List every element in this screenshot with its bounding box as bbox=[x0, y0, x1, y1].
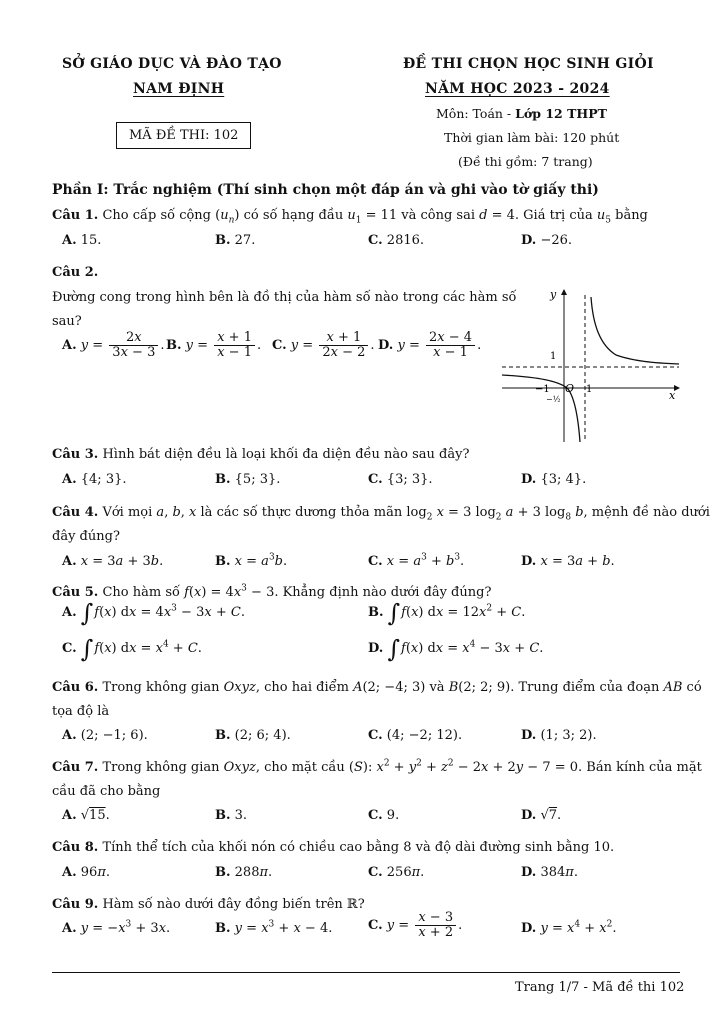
question-3-text: Hình bát diện đều là loại khối đa diện đều nào sau đây? bbox=[102, 447, 470, 462]
q7-option-b[interactable]: B. 3. bbox=[215, 808, 248, 823]
question-2-text-2: sau? bbox=[52, 314, 82, 329]
q1-option-a[interactable]: A. 15. bbox=[62, 233, 102, 248]
q2-option-a[interactable]: A. y = $\frac{2x}{3x - 3}$ . bbox=[62, 330, 165, 360]
question-8-text: Tính thể tích của khối nón có chiều cao bằng 8 và độ dài đường sinh bằng 10. bbox=[102, 840, 615, 855]
footer-rule bbox=[52, 972, 680, 973]
q1-option-c[interactable]: C. 2816. bbox=[368, 233, 425, 248]
question-6-text-2: tọa độ là bbox=[52, 704, 110, 719]
q9-option-b[interactable]: B. $y = x^3 + x - 4$. bbox=[215, 919, 333, 936]
question-7-label: Câu 7. bbox=[52, 760, 99, 775]
tick-label-y1: 1 bbox=[550, 351, 557, 362]
question-3-label: Câu 3. bbox=[52, 447, 99, 462]
question-4: Câu 4. Với mọi a, b, x là các số thực dương thỏa mãn $\log_2 x = 3$ $\log_2 a + 3$ $\log_8 b$, mệnh đề nào dưới bbox=[52, 505, 710, 523]
q8-option-b[interactable]: B. 288π. bbox=[215, 865, 273, 880]
q6-option-c[interactable]: C. (4; −2; 12). bbox=[368, 728, 463, 743]
question-6: Câu 6. Trong không gian Oxyz, cho hai điểm A(2; −4; 3) và B(2; 2; 9). Trung điểm của đoạn AB có bbox=[52, 680, 702, 695]
function-graph bbox=[498, 285, 683, 445]
subject-line bbox=[436, 106, 607, 121]
q6-option-d[interactable]: D. (1; 3; 2). bbox=[521, 728, 597, 743]
question-6-label: Câu 6. bbox=[52, 680, 99, 695]
q4-option-d[interactable]: D. x = 3a + b. bbox=[521, 554, 615, 569]
q4-option-a[interactable]: A. x = 3a + 3b. bbox=[62, 554, 164, 569]
subject-prefix: Môn: Toán - bbox=[436, 106, 516, 121]
q9-option-d[interactable]: D. $y = x^4 + x^2$. bbox=[521, 919, 617, 936]
q6-option-a[interactable]: A. (2; −1; 6). bbox=[62, 728, 148, 743]
question-3 bbox=[52, 447, 469, 462]
q9-option-c[interactable]: C. y = $\frac{x - 3}{x + 2}$ . bbox=[368, 910, 463, 940]
question-7-text-2: cầu đã cho bằng bbox=[52, 784, 161, 799]
question-5: Câu 5. Cho hàm số $f(x) = 4x^3 - 3$. Khẳng định nào dưới đây đúng? bbox=[52, 583, 492, 600]
q8-option-d[interactable]: D. 384π. bbox=[521, 865, 578, 880]
tick-label-x1: 1 bbox=[586, 384, 593, 395]
tick-label-yminushalf: −½ bbox=[546, 395, 561, 404]
q5-option-d[interactable]: D. ∫f(x) dx = $x^4 - 3x + C$. bbox=[368, 634, 544, 663]
q8-option-a[interactable]: A. 96π. bbox=[62, 865, 110, 880]
question-4-text-2: đây đúng? bbox=[52, 529, 120, 544]
origin-label: O bbox=[565, 382, 575, 395]
q9-option-a[interactable]: A. $y = -x^3 + 3x$. bbox=[62, 919, 171, 936]
q2-option-d[interactable]: D. y = $\frac{2x - 4}{x - 1}$ . bbox=[378, 330, 482, 360]
question-1: Câu 1. Cho cấp số cộng $(u_n)$ có số hạng đầu $u_1 = 11$ và công sai d = 4. Giá trị của $u_5$ bằng bbox=[52, 208, 648, 226]
page-count: (Đề thi gồm: 7 trang) bbox=[458, 154, 593, 169]
school-year: NĂM HỌC 2023 - 2024 bbox=[425, 81, 610, 97]
q3-option-d[interactable]: D. {3; 4}. bbox=[521, 472, 587, 487]
q1-option-b[interactable]: B. 27. bbox=[215, 233, 256, 248]
question-4-label: Câu 4. bbox=[52, 505, 99, 520]
exam-title: ĐỀ THI CHỌN HỌC SINH GIỎI bbox=[403, 56, 654, 72]
question-9 bbox=[52, 897, 365, 912]
q6-option-b[interactable]: B. (2; 6; 4). bbox=[215, 728, 291, 743]
q7-option-d[interactable]: D. √7. bbox=[521, 808, 562, 823]
question-2-label: Câu 2. bbox=[52, 265, 99, 280]
exam-code-box: MÃ ĐỀ THI: 102 bbox=[116, 122, 251, 149]
province-name: NAM ĐỊNH bbox=[133, 81, 225, 97]
question-8-label: Câu 8. bbox=[52, 840, 99, 855]
q3-option-a[interactable]: A. {4; 3}. bbox=[62, 472, 127, 487]
subject-grade: Lớp 12 THPT bbox=[515, 106, 607, 121]
time-limit: Thời gian làm bài: 120 phút bbox=[444, 130, 620, 145]
q5-option-b[interactable]: B. ∫f(x) dx = $12x^2 + C$. bbox=[368, 598, 526, 627]
q7-option-a[interactable]: A. √15. bbox=[62, 808, 110, 823]
q5-option-c[interactable]: C. ∫f(x) dx = $x^4 + C$. bbox=[62, 634, 202, 663]
q5-option-a[interactable]: A. ∫f(x) dx = $4x^3 - 3x + C$. bbox=[62, 598, 245, 627]
part-title: Phần I: Trắc nghiệm (Thí sinh chọn một đáp án và ghi vào tờ giấy thi) bbox=[52, 182, 599, 198]
q3-option-b[interactable]: B. {5; 3}. bbox=[215, 472, 281, 487]
q4-option-c[interactable]: C. $x = a^3 + b^3$. bbox=[368, 552, 465, 569]
department-name: SỞ GIÁO DỤC VÀ ĐÀO TẠO bbox=[62, 56, 282, 72]
q2-option-c[interactable]: C. y = $\frac{x + 1}{2x - 2}$ . bbox=[272, 330, 375, 360]
y-axis-label: y bbox=[550, 288, 557, 301]
q3-option-c[interactable]: C. {3; 3}. bbox=[368, 472, 433, 487]
q4-option-b[interactable]: B. $x = a^3b$. bbox=[215, 552, 288, 569]
question-8 bbox=[52, 840, 614, 855]
question-7: Câu 7. Trong không gian Oxyz, cho mặt cầu (S): $x^2 + y^2 + z^2 - 2x + 2y - 7 = 0$. Bán kính của mặt bbox=[52, 758, 702, 775]
question-5-label: Câu 5. bbox=[52, 585, 99, 600]
q7-option-c[interactable]: C. 9. bbox=[368, 808, 400, 823]
question-9-label: Câu 9. bbox=[52, 897, 99, 912]
q8-option-c[interactable]: C. 256π. bbox=[368, 865, 425, 880]
q2-option-b[interactable]: B. y = $\frac{x + 1}{x - 1}$ . bbox=[166, 330, 262, 360]
curve-right-branch bbox=[591, 297, 679, 364]
q1-option-d[interactable]: D. −26. bbox=[521, 233, 573, 248]
question-9-text: Hàm số nào dưới đây đồng biến trên ℝ? bbox=[102, 897, 365, 912]
x-axis-label: x bbox=[669, 389, 676, 402]
question-2-text-1: Đường cong trong hình bên là đồ thị của hàm số nào trong các hàm số bbox=[52, 290, 517, 305]
question-1-label: Câu 1. bbox=[52, 208, 99, 223]
page-footer: Trang 1/7 - Mã đề thi 102 bbox=[515, 980, 685, 995]
tick-label-xminus1: −1 bbox=[535, 384, 550, 395]
